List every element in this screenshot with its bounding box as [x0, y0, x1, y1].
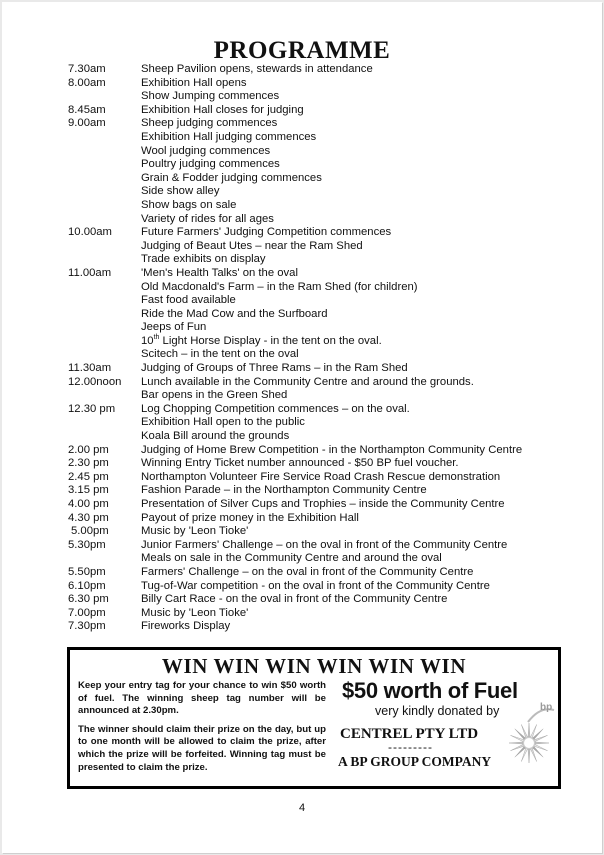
- fuel-offer: $50 worth of Fuel: [342, 678, 518, 703]
- prize-paragraph-1: Keep your entry tag for your chance to win $50 worth of fuel. The winning sheep tag number will be announced at 2.30pm.: [78, 680, 326, 717]
- schedule-events: [141, 63, 588, 77]
- win-heading: WIN WIN WIN WIN WIN WIN: [161, 654, 467, 678]
- schedule-events: [141, 580, 588, 594]
- schedule-event: Sheep judging commences: [141, 117, 278, 130]
- bp-logo-text: bp: [540, 702, 553, 713]
- schedule-events: [141, 471, 588, 485]
- prize-paragraph-2: The winner should claim their prize on the day, but up to one month will be allowed to claim the prize, after which the prize will be forfeited. Winning tag must be presented to claim the prize.: [78, 723, 326, 773]
- schedule-event: Payout of prize money in the Exhibition Hall: [141, 511, 359, 524]
- schedule-event: 'Men's Health Talks' on the oval: [141, 266, 298, 279]
- company-name: CENTREL PTY LTD: [340, 726, 479, 742]
- schedule-row: [68, 512, 588, 526]
- schedule-row: [68, 63, 588, 77]
- schedule-event: Wool judging commences: [141, 144, 271, 157]
- schedule-time: 5.50pm: [68, 565, 106, 578]
- schedule-event: Billy Cart Race - on the oval in front of the Community Centre: [141, 593, 448, 606]
- schedule-events: [141, 77, 588, 104]
- page-title: PROGRAMME: [213, 37, 391, 64]
- schedule-time: 5.30pm: [68, 538, 106, 551]
- schedule-event: Exhibition Hall open to the public: [141, 416, 305, 429]
- schedule-event: 10th Light Horse Display - in the tent on the oval.: [141, 334, 382, 347]
- schedule-events: [141, 593, 588, 607]
- schedule-time: 8.45am: [68, 103, 106, 116]
- schedule-event: Show bags on sale: [141, 198, 237, 211]
- schedule-event: Farmers' Challenge – on the oval in front of the Community Centre: [141, 565, 474, 578]
- schedule-event: Tug-of-War competition - on the oval in front of the Community Centre: [141, 579, 490, 592]
- schedule-row: [68, 457, 588, 471]
- schedule-row: [68, 484, 588, 498]
- schedule-event: Winning Entry Ticket number announced - $50 BP fuel voucher.: [141, 457, 459, 470]
- schedule-time: 2.45 pm: [68, 470, 109, 483]
- bp-helios-icon: [508, 722, 550, 764]
- schedule-event: Meals on sale in the Community Centre and around the oval: [141, 552, 442, 565]
- schedule-row: [68, 267, 588, 362]
- schedule-events: [141, 362, 588, 376]
- donated-by: very kindly donated by: [375, 704, 500, 718]
- schedule-event: Old Macdonald's Farm – in the Ram Shed (for children): [141, 280, 418, 293]
- schedule-event: Lunch available in the Community Centre and around the grounds.: [141, 375, 474, 388]
- schedule-row: [68, 566, 588, 580]
- schedule-event: Music by 'Leon Tioke': [141, 606, 249, 619]
- schedule-row: [68, 226, 588, 267]
- schedule-time: 11.30am: [68, 362, 112, 375]
- schedule-event: Show Jumping commences: [141, 90, 280, 103]
- schedule-events: [141, 512, 588, 526]
- schedule-time: 11.00am: [68, 266, 112, 279]
- win-prize-box: [67, 647, 561, 789]
- schedule-row: [68, 620, 588, 634]
- schedule-event: Ride the Mad Cow and the Surfboard: [141, 307, 328, 320]
- schedule-events: [141, 457, 588, 471]
- schedule-row: [68, 539, 588, 566]
- helios-ray: [528, 749, 530, 763]
- schedule-row: [68, 117, 588, 226]
- schedule-event: Presentation of Silver Cups and Trophies – inside the Community Centre: [141, 498, 505, 510]
- schedule-time: 6.10pm: [68, 579, 106, 592]
- schedule-events: [141, 403, 588, 444]
- schedule-time: 12.00noon: [68, 375, 122, 388]
- schedule-event: Music by 'Leon Tioke': [141, 525, 249, 538]
- schedule-time: 12.30 pm: [68, 402, 116, 415]
- schedule-events: [141, 104, 588, 118]
- schedule-event: Future Farmers' Judging Competition commences: [141, 226, 392, 239]
- schedule-events: [141, 620, 588, 634]
- schedule-events: [141, 566, 588, 580]
- schedule-events: [141, 539, 588, 566]
- schedule-event: Judging of Beaut Utes – near the Ram Shed: [141, 239, 363, 252]
- schedule-row: [68, 104, 588, 118]
- schedule-event: Exhibition Hall judging commences: [141, 130, 317, 143]
- schedule-events: [141, 267, 588, 362]
- schedule-time: 9.00am: [68, 117, 106, 130]
- schedule-row: [68, 498, 588, 512]
- schedule-event: Jeeps of Fun: [141, 321, 207, 334]
- schedule-event: Judging of Groups of Three Rams – in the Ram Shed: [141, 362, 408, 375]
- schedule-events: [141, 498, 588, 512]
- helios-ray: [528, 723, 530, 737]
- schedule-row: [68, 376, 588, 403]
- schedule-row: [68, 580, 588, 594]
- schedule-event: Koala Bill around the grounds: [141, 430, 290, 443]
- schedule-time: 7.00pm: [68, 606, 106, 619]
- schedule-events: [141, 117, 588, 226]
- schedule-event: Grain & Fodder judging commences: [141, 171, 322, 184]
- company-group: A BP GROUP COMPANY: [338, 754, 492, 769]
- schedule-events: [141, 484, 588, 498]
- schedule-event: Fast food available: [141, 294, 236, 307]
- schedule-event: Log Chopping Competition commences – on the oval.: [141, 402, 410, 415]
- schedule-time: 8.00am: [68, 76, 106, 89]
- schedule-event: Poultry judging commences: [141, 158, 280, 171]
- schedule-row: [68, 471, 588, 485]
- schedule-row: [68, 444, 588, 458]
- schedule-row: [68, 362, 588, 376]
- schedule-time: 2.00 pm: [68, 443, 109, 456]
- schedule-time: 3.15 pm: [68, 484, 109, 497]
- schedule-event: Fireworks Display: [141, 620, 231, 633]
- helios-ray: [509, 742, 523, 744]
- schedule-row: [68, 403, 588, 444]
- schedule-event: Northampton Volunteer Fire Service Road Crash Rescue demonstration: [141, 470, 501, 483]
- schedule-events: [141, 607, 588, 621]
- company-divider: ---------: [388, 740, 433, 754]
- schedule-row: [68, 77, 588, 104]
- schedule-event: Exhibition Hall closes for judging: [141, 103, 304, 116]
- prize-instructions: [78, 680, 326, 780]
- schedule-event: Scitech – in the tent on the oval: [141, 348, 299, 361]
- schedule-event: Exhibition Hall opens: [141, 76, 247, 89]
- schedule-time: 4.30 pm: [68, 511, 109, 524]
- schedule-row: [68, 525, 588, 539]
- helios-ray: [535, 742, 549, 744]
- schedule-events: [141, 525, 588, 539]
- page-number: 4: [298, 802, 306, 814]
- schedule-event: Side show alley: [141, 185, 220, 198]
- schedule-event: Judging of Home Brew Competition - in the Northampton Community Centre: [141, 443, 523, 456]
- schedule-event: Trade exhibits on display: [141, 253, 266, 266]
- schedule-time: 7.30pm: [68, 620, 106, 633]
- schedule-event: Sheep Pavilion opens, stewards in attendance: [141, 63, 373, 75]
- schedule-row: [68, 607, 588, 621]
- programme-schedule: [68, 63, 588, 634]
- schedule-time: 7.30am: [68, 63, 106, 75]
- schedule-event: Fashion Parade – in the Northampton Community Centre: [141, 484, 427, 497]
- schedule-event: Junior Farmers' Challenge – on the oval in front of the Community Centre: [141, 538, 508, 551]
- schedule-row: [68, 593, 588, 607]
- schedule-events: [141, 376, 588, 403]
- schedule-event: Variety of rides for all ages: [141, 212, 274, 225]
- schedule-events: [141, 444, 588, 458]
- schedule-time: 4.00 pm: [68, 498, 109, 510]
- schedule-time: 5.00pm: [71, 525, 109, 538]
- schedule-time: 6.30 pm: [68, 593, 109, 606]
- schedule-time: 10.00am: [68, 226, 112, 239]
- schedule-events: [141, 226, 588, 267]
- schedule-event: Bar opens in the Green Shed: [141, 389, 288, 402]
- schedule-time: 2.30 pm: [68, 457, 109, 470]
